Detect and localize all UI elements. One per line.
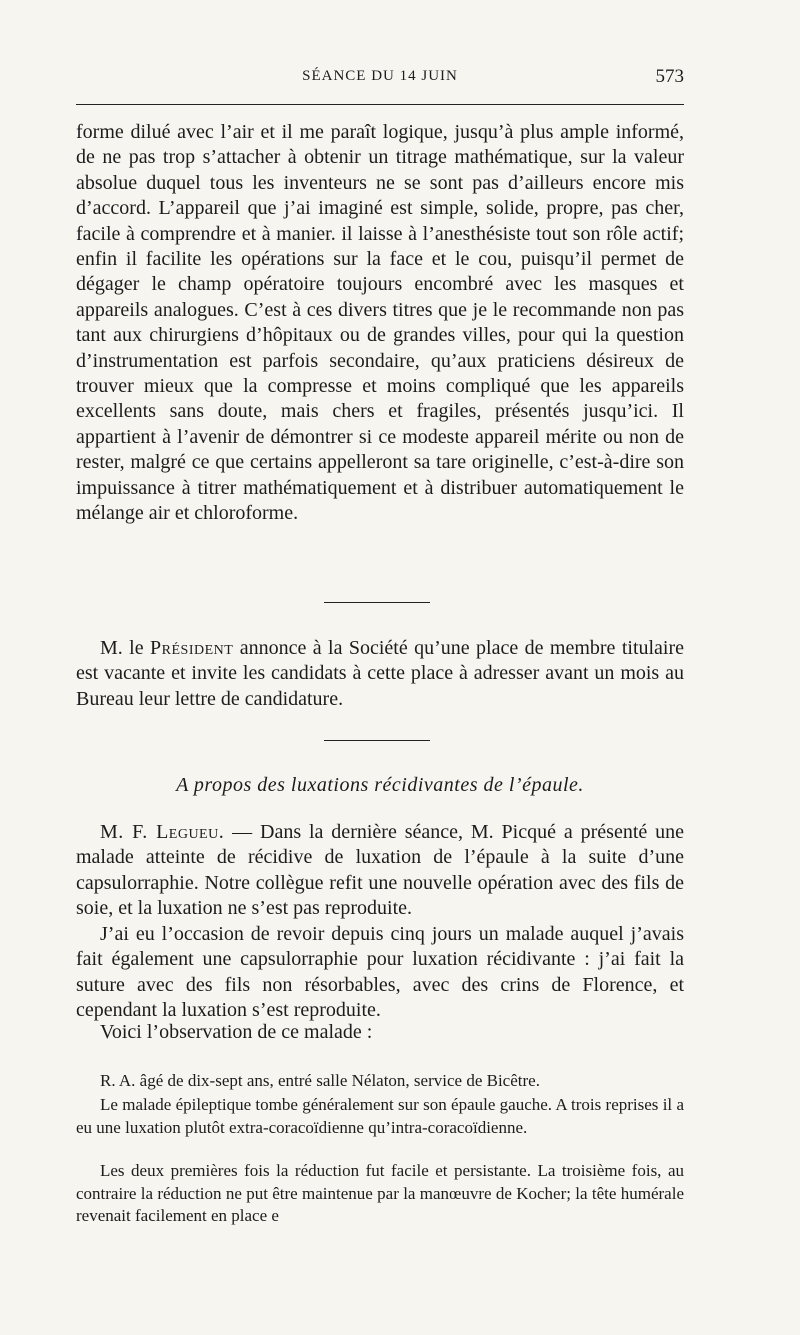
- page-number: 573: [655, 66, 684, 87]
- president-smallcaps: Président: [150, 637, 234, 659]
- section-divider: [324, 740, 430, 741]
- paragraph-second-case: J’ai eu l’occasion de revoir depuis cinq jours un malade auquel j’avais fait également une capsulorraphie pour luxation récidivante : j’ai fait la suture avec des fils non résorbables, avec des crins de Florence, et cependant la luxation s’est reproduite.: [76, 923, 684, 1022]
- page-header: [76, 64, 684, 94]
- speaker-name: M. F. Legueu.: [100, 821, 225, 843]
- para-2-rest: annonce à la Société qu’une place de membre titulaire est vacante et invite les candidats à cette place à adresser avant un mois au Bureau leur lettre de candidature.: [76, 637, 685, 710]
- running-title: SÉANCE DU 14 JUIN: [302, 68, 458, 84]
- paragraph-president-announcement: [76, 636, 684, 712]
- paragraph-observation-intro: Voici l’observation de ce malade :: [100, 1021, 373, 1043]
- section-divider: [324, 602, 430, 603]
- para-3-rest: — Dans la dernière séance, M. Picqué a présenté une malade atteinte de récidive de luxation de l’épaule à la suite d’une capsulorraphie. Notre collègue refit une nouvelle opération avec des fils de soie, et la luxation ne s’est pas reproduite.: [76, 821, 685, 920]
- section-title: A propos des luxations récidivantes de l’épaule.: [176, 774, 584, 796]
- observation-line-1: R. A. âgé de dix-sept ans, entré salle Nélaton, service de Bicêtre.: [100, 1071, 540, 1090]
- observation-line-2: Le malade épileptique tombe généralement sur son épaule gauche. A trois reprises il a eu une luxation plutôt extra-coracoïdienne qu’intra-coracoïdienne.: [76, 1095, 684, 1137]
- paragraph-legueu: [76, 820, 684, 922]
- header-rule: [76, 104, 684, 105]
- paragraph-appareil: forme dilué avec l’air et il me paraît logique, jusqu’à plus ample informé, de ne pas trop s’attacher à obtenir un titrage mathématique, sur la valeur absolue duquel tous les inventeurs ne se sont pas d’ailleurs encore mis d’accord. L’appareil que j’ai imaginé est simple, solide, propre, pas cher, facile à comprendre et à manier. il laisse à l’anesthésiste tout son rôle actif; enfin il facilite les opérations sur la face et le cou, puisqu’il permet de dégager le champ opératoire toujours encombré avec les masques et appareils analogues. C’est à ces divers titres que je le recommande non pas tant aux chirurgiens d’hôpitaux ou de grandes villes, pour qui la question d’instrumentation est parfois secondaire, qu’aux praticiens désireux de trouver mieux que la compresse et moins compliqué que les appareils excellents sans doute, mais chers et fragiles, présentés jusqu’ici. Il appartient à l’avenir de démontrer si ce modeste appareil mérite ou non de rester, malgré ce que certains appelleront sa tare originelle, c’est-à-dire son impuissance à titrer mathématiquement et à distribuer automatiquement le mélange air et chloroforme.: [76, 121, 684, 525]
- para-2-lead: M. le: [100, 637, 144, 659]
- observation-line-3: Les deux premières fois la réduction fut facile et persistante. La troisième fois, au contraire la réduction ne put être maintenue par la manœuvre de Kocher; la tête humérale revenait facilement en place e: [76, 1161, 684, 1225]
